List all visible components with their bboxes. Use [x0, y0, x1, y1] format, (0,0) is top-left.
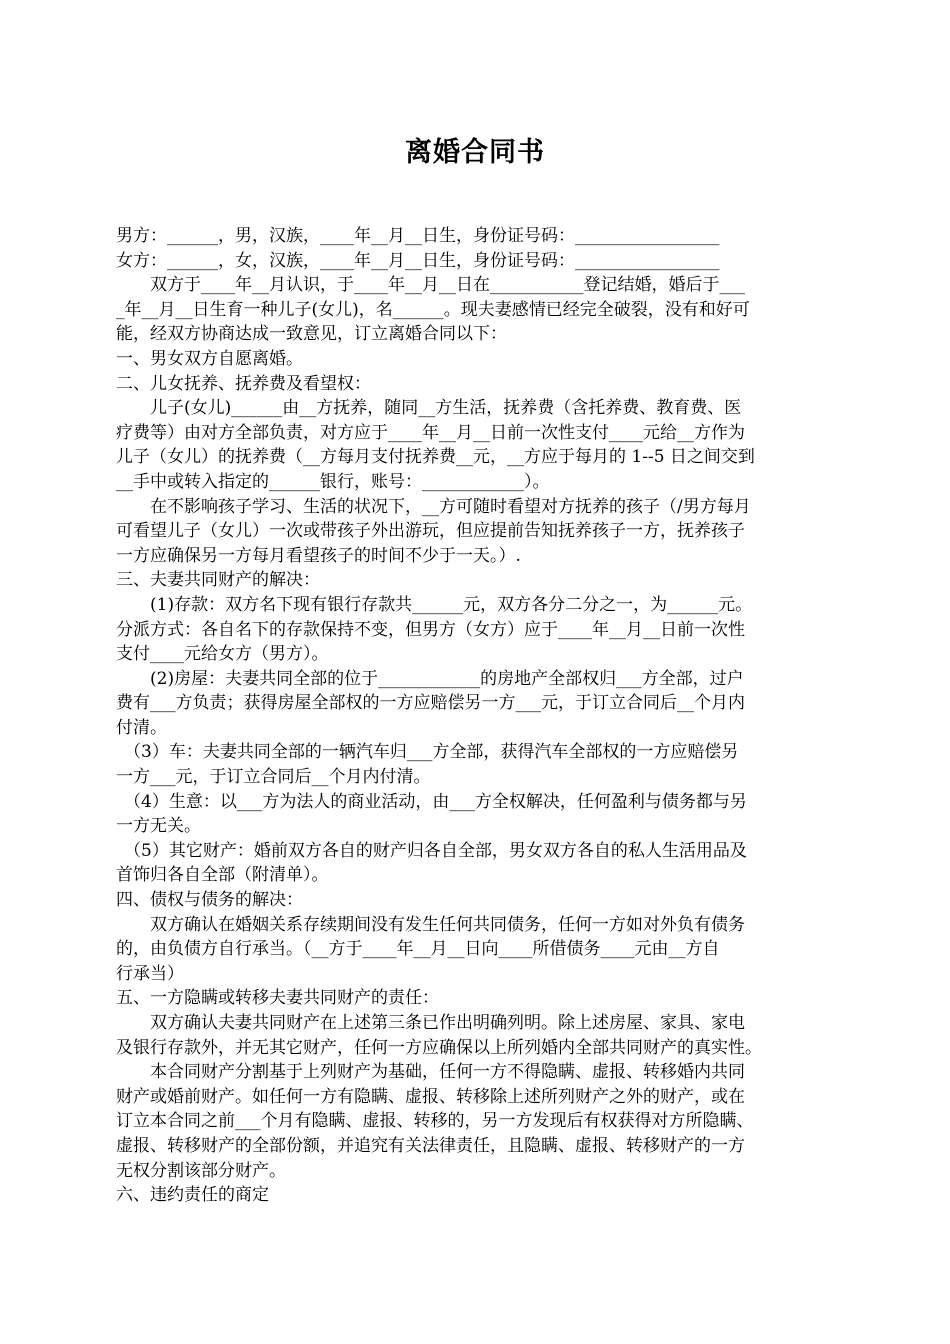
document-line: 女方：______，女，汉族，____年__月__日生，身份证号码：_________________	[116, 250, 720, 271]
document-line: 一方无关。	[116, 816, 201, 837]
document-line: 四、债权与债务的解决：	[116, 890, 303, 911]
document-line: _年__月__日生育一种儿子(女儿)，名______。现夫妻感情已经完全破裂，没有和好可	[116, 299, 750, 320]
document-line: 双方确认在婚姻关系存续期间没有发生任何共同债务，任何一方如对外负有债务	[150, 914, 745, 935]
document-line: 虚报、转移财产的全部份额，并追究有关法律责任，且隐瞒、虚报、转移财产的一方	[116, 1135, 745, 1156]
document-line: 儿子（女儿）的抚养费（__方每月支付抚养费__元，__方应于每月的 1--5 日之间交到	[116, 447, 755, 468]
document-line: 男方：______，男，汉族，____年__月__日生，身份证号码：_________________	[116, 226, 720, 246]
document-line: （5）其它财产：婚前双方各自的财产归各自全部，男女双方各自的私人生活用品及	[124, 840, 747, 861]
document-line: 分派方式：各自名下的存款保持不变，但男方（女方）应于____年__月__日前一次性	[116, 619, 745, 640]
document-line: 行承当）	[116, 963, 184, 984]
document-line: （4）生意：以___方为法人的商业活动，由___方全权解决，任何盈利与债务都与另	[124, 791, 747, 812]
document-line: （3）车：夫妻共同全部的一辆汽车归___方全部，获得汽车全部权的一方应赔偿另	[124, 742, 739, 763]
document-line: 一方应确保另一方每月看望孩子的时间不少于一天。）.	[116, 545, 521, 566]
document-line: 及银行存款外，并无其它财产，任何一方应确保以上所列婚内全部共同财产的真实性。	[116, 1037, 762, 1058]
document-line: 支付____元给女方（男方）。	[116, 644, 329, 665]
document-title: 离婚合同书	[405, 137, 545, 168]
document-line: (1)存款：双方名下现有银行存款共______元，双方各分二分之一，为______元。	[150, 594, 753, 615]
document-line: 儿子(女儿)______由__方抚养，随同__方生活，抚养费（含托养费、教育费、医	[150, 398, 742, 419]
document-line: 五、一方隐瞒或转移夫妻共同财产的责任：	[116, 988, 439, 1009]
document-line: 首饰归各自全部（附清单）。	[116, 865, 329, 886]
document-line: 可看望儿子（女儿）一次或带孩子外出游玩，但应提前告知抚养孩子一方，抚养孩子	[116, 521, 745, 542]
document-line: 在不影响孩子学习、生活的状况下，__方可随时看望对方抚养的孩子（/男方每月	[150, 496, 751, 517]
document-line: 无权分割该部分财产。	[116, 1160, 286, 1181]
document-line: __手中或转入指定的______银行，账号：____________）。	[116, 471, 550, 492]
document-line: 三、夫妻共同财产的解决：	[116, 570, 320, 591]
document-line: 疗费等）由对方全部负责，对方应于____年__月__日前一次性支付____元给__方作为	[116, 422, 745, 443]
document-line: 一、男女双方自愿离婚。	[116, 348, 303, 369]
document-line: 一方___元，于订立合同后__个月内付清。	[116, 767, 431, 788]
document-line: 订立本合同之前___个月有隐瞒、虚报、转移的，另一方发现后有权获得对方所隐瞒、	[116, 1111, 754, 1132]
document-line: 费有___方负责；获得房屋全部权的一方应赔偿另一方___元，于订立合同后__个月内	[116, 693, 745, 714]
document-line: 付清。	[116, 717, 167, 738]
document-line: 本合同财产分割基于上列财产为基础，任何一方不得隐瞒、虚报、转移婚内共同	[150, 1062, 745, 1083]
document-body	[116, 224, 838, 1208]
document-line: 财产或婚前财产。如任何一方有隐瞒、虚报、转移除上述所列财产之外的财产，或在	[116, 1086, 745, 1107]
document-line: 双方确认夫妻共同财产在上述第三条已作出明确列明。除上述房屋、家具、家电	[150, 1013, 745, 1033]
document-line: 能，经双方协商达成一致意见，订立离婚合同以下：	[116, 324, 507, 345]
document-line: (2)房屋：夫妻共同全部的位于____________的房地产全部权归___方全部，过户	[150, 668, 744, 689]
document-line: 六、违约责任的商定	[116, 1185, 269, 1206]
document-line: 的，由负债方自行承当。（__方于____年__月__日向____所借债务____元由__方自	[116, 939, 720, 960]
document-line: 二、儿女抚养、抚养费及看望权：	[116, 373, 371, 394]
document-line: 双方于____年__月认识，于____年__月__日在___________登记结婚，婚后于___	[150, 275, 745, 296]
